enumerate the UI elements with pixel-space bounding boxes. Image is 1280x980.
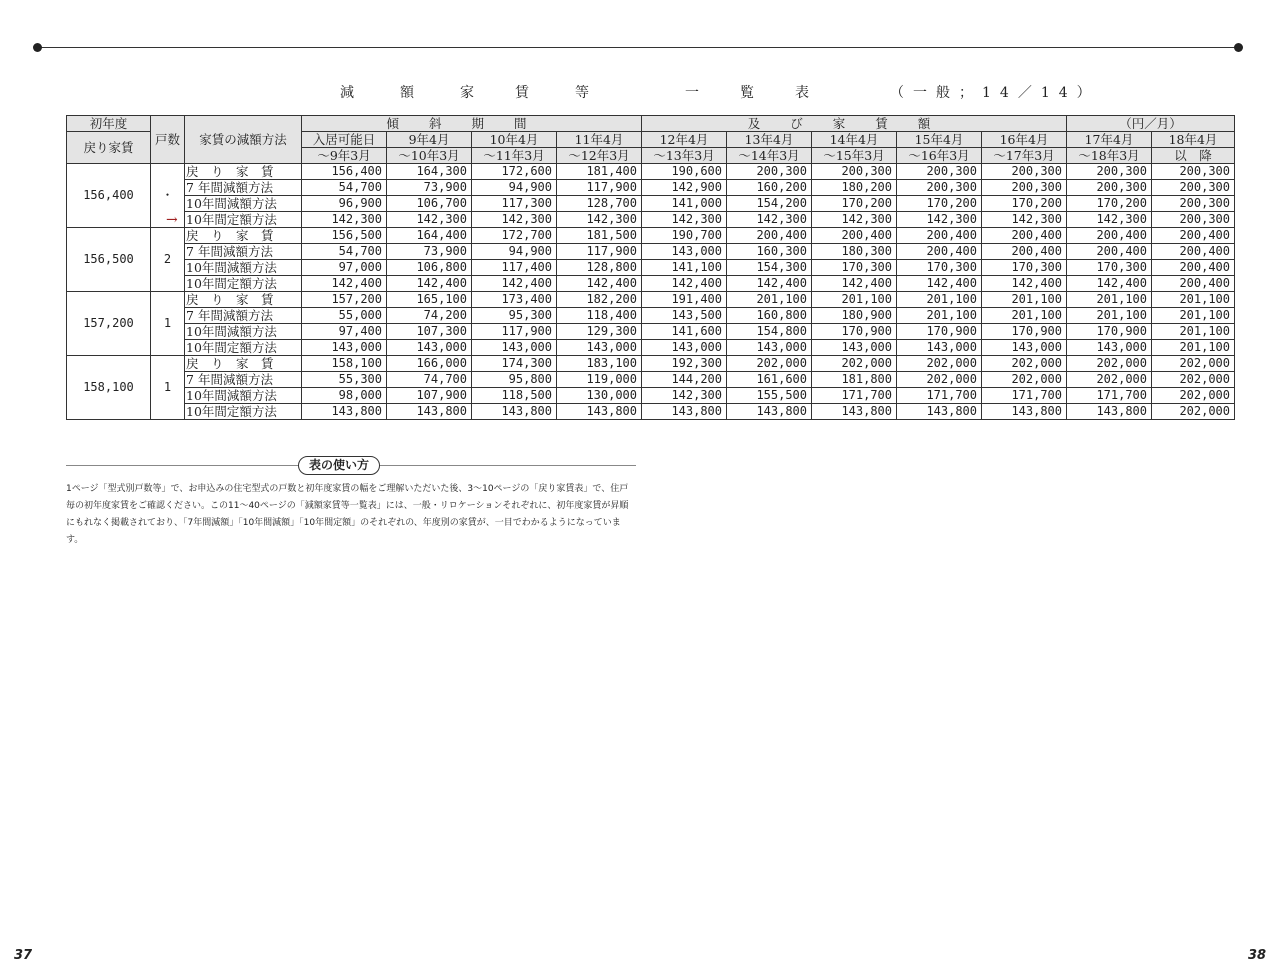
period-header-to: ～18年3月 (1067, 148, 1152, 164)
rent-value: 117,300 (472, 196, 557, 212)
title-char: 家 (460, 85, 474, 101)
rent-value: 202,000 (812, 356, 897, 372)
header-count: 戸数 (151, 116, 185, 164)
rent-value: 118,500 (472, 388, 557, 404)
rent-value: 165,100 (387, 292, 472, 308)
unit-count: 1 (151, 356, 185, 420)
rent-value: 141,100 (642, 260, 727, 276)
rent-value: 142,300 (642, 212, 727, 228)
table-row (67, 404, 1235, 420)
rent-value: 174,300 (472, 356, 557, 372)
rent-value: 142,400 (727, 276, 812, 292)
rent-value: 143,800 (727, 404, 812, 420)
title-char: 一 (685, 85, 699, 101)
table-row (67, 324, 1235, 340)
period-header-to: ～11年3月 (472, 148, 557, 164)
rent-value: 200,300 (1152, 196, 1235, 212)
rent-value: 201,100 (1152, 308, 1235, 324)
rent-value: 96,900 (302, 196, 387, 212)
table-row (67, 244, 1235, 260)
table-row (67, 356, 1235, 372)
rent-value: 97,000 (302, 260, 387, 276)
rent-value: 143,000 (642, 244, 727, 260)
rent-value: 192,300 (642, 356, 727, 372)
rent-value: 128,700 (557, 196, 642, 212)
period-header-to: ～16年3月 (897, 148, 982, 164)
rent-value: 160,200 (727, 180, 812, 196)
rent-value: 200,300 (1152, 212, 1235, 228)
rent-value: 183,100 (557, 356, 642, 372)
rent-value: 142,400 (302, 276, 387, 292)
rent-value: 200,400 (1152, 276, 1235, 292)
rent-value: 200,300 (897, 180, 982, 196)
rent-value: 202,000 (1152, 388, 1235, 404)
rent-value: 143,800 (642, 404, 727, 420)
rent-value: 171,700 (982, 388, 1067, 404)
rent-value: 201,100 (897, 308, 982, 324)
rent-value: 201,100 (1152, 324, 1235, 340)
rent-value: 171,700 (897, 388, 982, 404)
rent-value: 171,700 (812, 388, 897, 404)
rent-value: 94,900 (472, 180, 557, 196)
period-header-to: ～9年3月 (302, 148, 387, 164)
rent-value: 95,300 (472, 308, 557, 324)
rule-dot-right (1234, 43, 1243, 52)
rent-value: 200,300 (1152, 164, 1235, 180)
table-row (67, 276, 1235, 292)
rent-value: 143,000 (642, 340, 727, 356)
rent-value: 156,400 (302, 164, 387, 180)
table-row (67, 340, 1235, 356)
rent-value: 98,000 (302, 388, 387, 404)
method-label: 10年間定額方法 (185, 276, 302, 292)
method-label: 10年間定額方法 (185, 212, 302, 228)
rent-value: 142,400 (642, 276, 727, 292)
rent-value: 74,700 (387, 372, 472, 388)
rent-value: 191,400 (642, 292, 727, 308)
title-char: 等 (575, 85, 589, 101)
initial-rent: 157,200 (67, 292, 151, 356)
rent-value: 202,000 (897, 356, 982, 372)
rent-value: 143,800 (387, 404, 472, 420)
rent-value: 190,700 (642, 228, 727, 244)
rent-value: 154,800 (727, 324, 812, 340)
rent-value: 142,400 (897, 276, 982, 292)
rent-value: 201,100 (897, 292, 982, 308)
rent-value: 200,300 (897, 164, 982, 180)
method-label: 7 年間減額方法 (185, 180, 302, 196)
rent-value: 202,000 (727, 356, 812, 372)
table-row (67, 180, 1235, 196)
period-header-to: ～10年3月 (387, 148, 472, 164)
rent-value: 170,200 (1067, 196, 1152, 212)
rent-value: 97,400 (302, 324, 387, 340)
page-number-left: 37 (14, 948, 33, 963)
rent-value: 201,100 (1152, 340, 1235, 356)
rent-value: 141,600 (642, 324, 727, 340)
rent-value: 143,000 (1067, 340, 1152, 356)
method-label: 7 年間減額方法 (185, 244, 302, 260)
period-header-to: ～12年3月 (557, 148, 642, 164)
rent-value: 143,000 (812, 340, 897, 356)
initial-rent: 156,400 (67, 164, 151, 228)
howto-badge: 表の使い方 (298, 456, 380, 475)
header-rent: 初年度 (67, 116, 151, 132)
rent-value: 143,000 (472, 340, 557, 356)
rent-value: 180,900 (812, 308, 897, 324)
rent-value: 170,200 (982, 196, 1067, 212)
rent-value: 73,900 (387, 244, 472, 260)
rent-value: 200,400 (727, 228, 812, 244)
period-header-from: 入居可能日 (302, 132, 387, 148)
rent-value: 202,000 (1152, 372, 1235, 388)
rent-value: 119,000 (557, 372, 642, 388)
rent-value: 161,600 (727, 372, 812, 388)
rent-value: 202,000 (982, 356, 1067, 372)
rent-table (66, 115, 1235, 420)
rent-value: 200,400 (982, 244, 1067, 260)
period-header-to: ～17年3月 (982, 148, 1067, 164)
period-header-from: 13年4月 (727, 132, 812, 148)
rent-value: 170,900 (897, 324, 982, 340)
period-header-from: 17年4月 (1067, 132, 1152, 148)
title-suffix: （一般；14／14） (890, 85, 1100, 101)
rent-value: 117,900 (557, 244, 642, 260)
rent-value: 54,700 (302, 244, 387, 260)
method-label: 10年間減額方法 (185, 196, 302, 212)
rent-value: 142,300 (557, 212, 642, 228)
rent-value: 144,200 (642, 372, 727, 388)
rule-dot-left (33, 43, 42, 52)
rent-value: 118,400 (557, 308, 642, 324)
unit-count: 1 (151, 292, 185, 356)
unit-count: ・ (151, 164, 185, 228)
rent-value: 201,100 (982, 292, 1067, 308)
rent-value: 200,400 (1152, 244, 1235, 260)
rent-value: 201,100 (1067, 308, 1152, 324)
rent-value: 156,500 (302, 228, 387, 244)
rent-value: 200,400 (1152, 228, 1235, 244)
period-header-from: 18年4月 (1152, 132, 1235, 148)
rent-value: 201,100 (982, 308, 1067, 324)
initial-rent: 158,100 (67, 356, 151, 420)
rent-value: 143,800 (302, 404, 387, 420)
rent-value: 200,400 (1067, 244, 1152, 260)
rent-value: 94,900 (472, 244, 557, 260)
period-header-from: 16年4月 (982, 132, 1067, 148)
header-group-period: 傾斜期間 (302, 116, 642, 132)
rent-value: 200,400 (982, 228, 1067, 244)
rent-value: 201,100 (812, 292, 897, 308)
rent-value: 117,900 (557, 180, 642, 196)
rent-value: 143,000 (557, 340, 642, 356)
method-label: 10年間減額方法 (185, 324, 302, 340)
rent-value: 142,300 (727, 212, 812, 228)
period-header-from: 9年4月 (387, 132, 472, 148)
title-char: 覧 (740, 85, 754, 101)
rent-value: 143,800 (472, 404, 557, 420)
title-char: 額 (400, 85, 414, 101)
rent-value: 200,400 (1152, 260, 1235, 276)
period-header-to: ～13年3月 (642, 148, 727, 164)
rent-value: 130,000 (557, 388, 642, 404)
rent-value: 190,600 (642, 164, 727, 180)
rent-value: 200,300 (727, 164, 812, 180)
rent-value: 181,500 (557, 228, 642, 244)
rent-value: 200,400 (1067, 228, 1152, 244)
rent-value: 155,500 (727, 388, 812, 404)
rent-value: 202,000 (1067, 356, 1152, 372)
rent-value: 171,700 (1067, 388, 1152, 404)
rent-value: 142,300 (302, 212, 387, 228)
header-rent-2: 戻り家賃 (67, 132, 151, 164)
rent-value: 160,300 (727, 244, 812, 260)
table-row (67, 164, 1235, 180)
rent-value: 143,000 (727, 340, 812, 356)
initial-rent: 156,500 (67, 228, 151, 292)
rent-value: 143,000 (982, 340, 1067, 356)
rent-value: 201,100 (727, 292, 812, 308)
rent-value: 170,200 (812, 196, 897, 212)
rent-value: 141,000 (642, 196, 727, 212)
period-header-to: ～14年3月 (727, 148, 812, 164)
period-header-to: 以 降 (1152, 148, 1235, 164)
rent-value: 142,300 (897, 212, 982, 228)
period-header-to: ～15年3月 (812, 148, 897, 164)
rent-value: 107,300 (387, 324, 472, 340)
rent-value: 182,200 (557, 292, 642, 308)
rent-value: 143,800 (1067, 404, 1152, 420)
rent-value: 142,300 (812, 212, 897, 228)
rent-value: 200,300 (982, 164, 1067, 180)
method-label: 10年間減額方法 (185, 260, 302, 276)
rent-value: 170,300 (982, 260, 1067, 276)
rent-value: 170,300 (812, 260, 897, 276)
rent-value: 158,100 (302, 356, 387, 372)
rent-value: 142,400 (1067, 276, 1152, 292)
rent-value: 173,400 (472, 292, 557, 308)
rent-value: 202,000 (1152, 356, 1235, 372)
rent-value: 164,400 (387, 228, 472, 244)
rent-value: 73,900 (387, 180, 472, 196)
rent-value: 201,100 (1152, 292, 1235, 308)
rent-value: 143,000 (302, 340, 387, 356)
rent-value: 106,700 (387, 196, 472, 212)
rent-value: 143,800 (557, 404, 642, 420)
table-row (67, 196, 1235, 212)
method-label: 7 年間減額方法 (185, 308, 302, 324)
rent-value: 154,300 (727, 260, 812, 276)
table-row (67, 292, 1235, 308)
method-label: 10年間定額方法 (185, 404, 302, 420)
method-label: 7 年間減額方法 (185, 372, 302, 388)
rent-value: 170,900 (812, 324, 897, 340)
top-rule (36, 47, 1240, 48)
rent-value: 166,000 (387, 356, 472, 372)
rent-value: 172,700 (472, 228, 557, 244)
rent-value: 200,300 (1067, 164, 1152, 180)
title-char: 減 (340, 85, 354, 101)
table-row (67, 372, 1235, 388)
rent-value: 106,800 (387, 260, 472, 276)
table-row (67, 388, 1235, 404)
rent-value: 117,900 (472, 324, 557, 340)
rent-value: 142,300 (1067, 212, 1152, 228)
unit-count: 2 (151, 228, 185, 292)
rent-value: 143,000 (897, 340, 982, 356)
method-label: 10年間定額方法 (185, 340, 302, 356)
rent-value: 142,400 (982, 276, 1067, 292)
rent-value: 202,000 (897, 372, 982, 388)
rent-value: 55,300 (302, 372, 387, 388)
period-header-from: 12年4月 (642, 132, 727, 148)
table-row (67, 228, 1235, 244)
method-label: 戻 り 家 賃 (185, 292, 302, 308)
rent-value: 143,800 (897, 404, 982, 420)
rent-value: 142,300 (982, 212, 1067, 228)
rent-value: 142,400 (472, 276, 557, 292)
rent-value: 202,000 (1152, 404, 1235, 420)
method-label: 戻 り 家 賃 (185, 356, 302, 372)
title-char: 表 (795, 85, 809, 101)
table-row (67, 212, 1235, 228)
rent-value: 200,400 (897, 244, 982, 260)
rent-value: 142,400 (557, 276, 642, 292)
table-row (67, 260, 1235, 276)
page-number-right: 38 (1248, 948, 1267, 963)
method-label: 戻 り 家 賃 (185, 164, 302, 180)
header-method: 家賃の減額方法 (185, 116, 302, 164)
rent-value: 74,200 (387, 308, 472, 324)
rent-value: 142,900 (642, 180, 727, 196)
rent-value: 157,200 (302, 292, 387, 308)
rent-value: 200,400 (812, 228, 897, 244)
header-group-rent: 及び家賃額 (642, 116, 1067, 132)
rent-value: 142,300 (387, 212, 472, 228)
method-label: 10年間減額方法 (185, 388, 302, 404)
method-label: 戻 り 家 賃 (185, 228, 302, 244)
rent-value: 143,500 (642, 308, 727, 324)
rent-value: 200,300 (1067, 180, 1152, 196)
rent-value: 95,800 (472, 372, 557, 388)
rent-value: 142,400 (387, 276, 472, 292)
rent-value: 170,900 (1067, 324, 1152, 340)
rent-value: 181,800 (812, 372, 897, 388)
rent-value: 170,300 (1067, 260, 1152, 276)
rent-value: 143,000 (387, 340, 472, 356)
rent-value: 170,900 (982, 324, 1067, 340)
rent-value: 128,800 (557, 260, 642, 276)
rent-value: 202,000 (1067, 372, 1152, 388)
rent-value: 180,300 (812, 244, 897, 260)
rent-value: 142,300 (642, 388, 727, 404)
rent-value: 170,200 (897, 196, 982, 212)
rent-value: 200,300 (982, 180, 1067, 196)
rent-value: 202,000 (982, 372, 1067, 388)
rent-value: 200,400 (897, 228, 982, 244)
period-header-from: 10年4月 (472, 132, 557, 148)
rent-value: 172,600 (472, 164, 557, 180)
title-char: 賃 (515, 85, 529, 101)
rent-value: 142,300 (472, 212, 557, 228)
rent-value: 201,100 (1067, 292, 1152, 308)
period-header-from: 11年4月 (557, 132, 642, 148)
rent-value: 55,000 (302, 308, 387, 324)
rent-value: 143,800 (982, 404, 1067, 420)
table-row (67, 308, 1235, 324)
howto-text: 1ページ「型式別戸数等」で、お申込みの住宅型式の戸数と初年度家賃の幅をご理解いただいた後、3～10ページの「戻り家賃表」で、住戸毎の初年度家賃をご確認ください。この11～40ページの「減額家賃等一覧表」には、一般・リロケーションそれぞれに、初年度家賃が昇順にもれなく掲載されており、「7年間減額」「10年間減額」「10年間定額」のそれぞれの、年度別の家賃が、一目でわかるようになっています。 (66, 484, 629, 545)
rent-value: 180,200 (812, 180, 897, 196)
rent-value: 129,300 (557, 324, 642, 340)
rent-value: 143,800 (812, 404, 897, 420)
rent-value: 154,200 (727, 196, 812, 212)
rent-value: 107,900 (387, 388, 472, 404)
header-unit: （円／月） (1067, 116, 1235, 132)
rent-value: 164,300 (387, 164, 472, 180)
rent-value: 160,800 (727, 308, 812, 324)
rent-value: 117,400 (472, 260, 557, 276)
rent-value: 142,400 (812, 276, 897, 292)
rent-value: 181,400 (557, 164, 642, 180)
rent-value: 54,700 (302, 180, 387, 196)
rent-value: 200,300 (1152, 180, 1235, 196)
arrow-marker-icon: → (166, 212, 178, 228)
rent-value: 200,300 (812, 164, 897, 180)
period-header-from: 15年4月 (897, 132, 982, 148)
period-header-from: 14年4月 (812, 132, 897, 148)
rent-value: 170,300 (897, 260, 982, 276)
